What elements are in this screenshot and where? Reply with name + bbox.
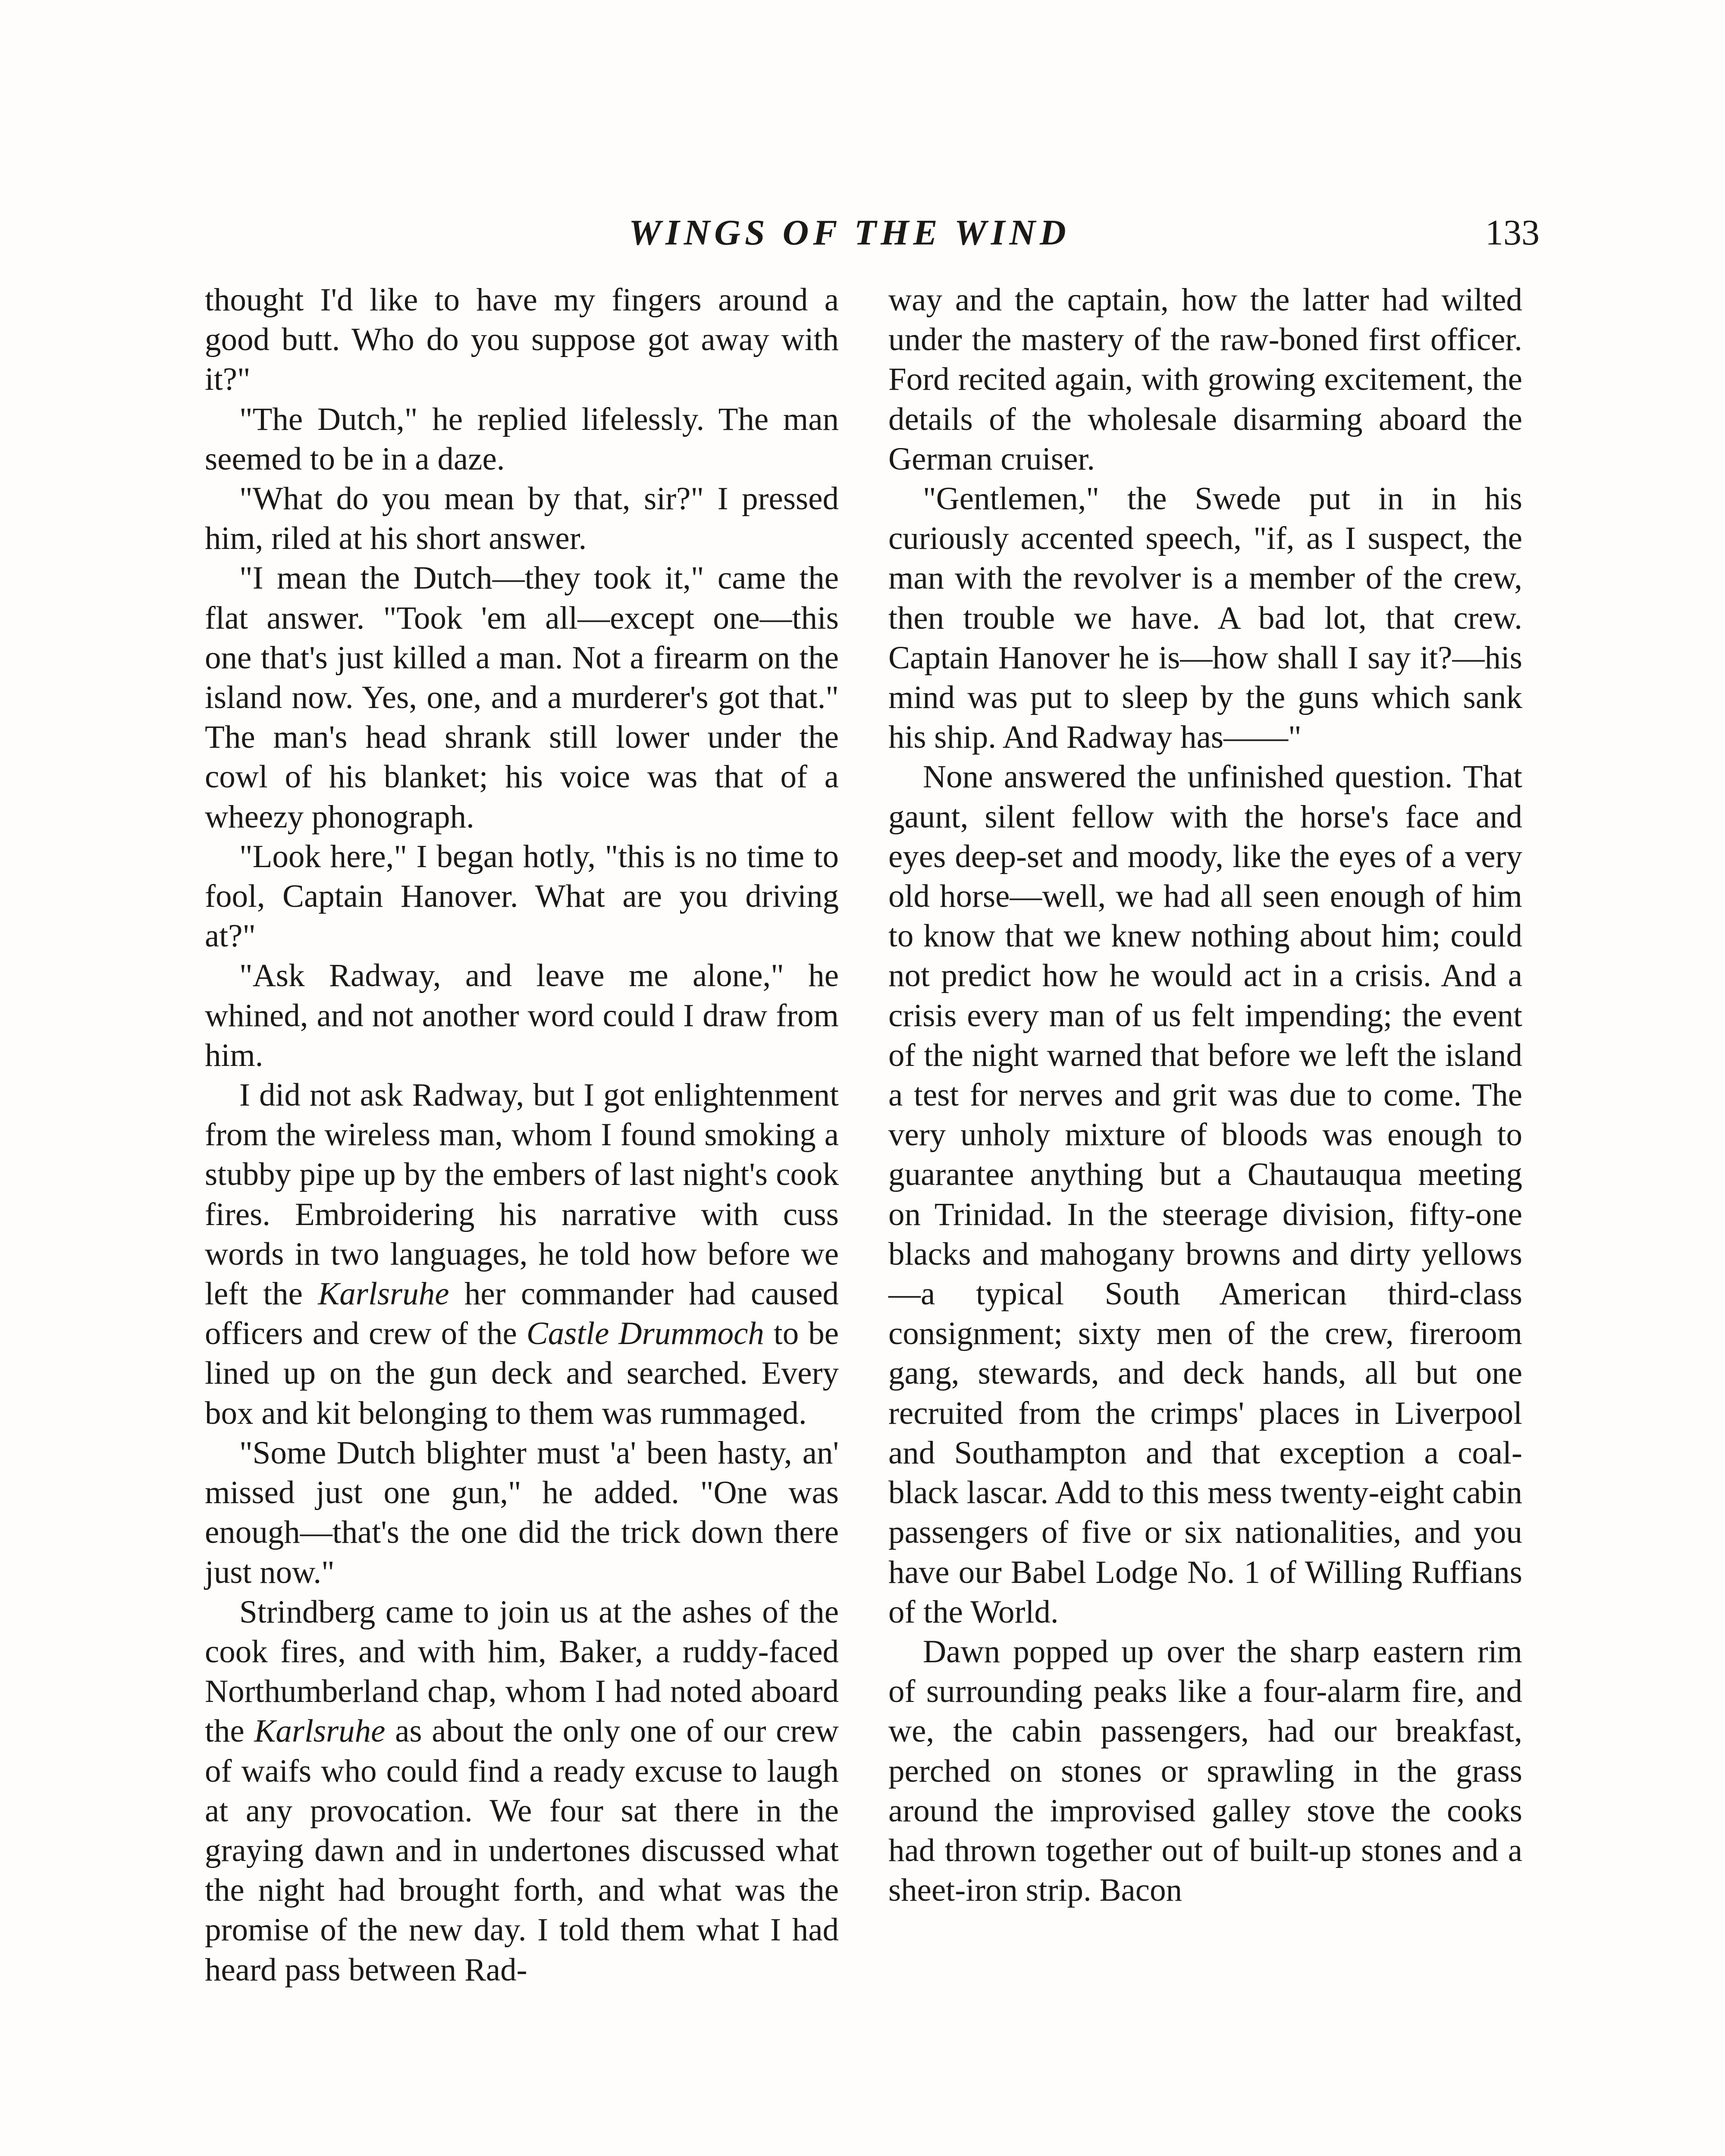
paragraph <box>888 280 1522 479</box>
paragraph <box>205 837 839 956</box>
paragraph-text: "Ask Radway, and leave me alone," he whined, and not another word could I draw from him. <box>205 958 839 1073</box>
paragraph-text: her commander had caused officers and crew of the <box>205 1276 839 1352</box>
paragraph <box>205 479 839 558</box>
paragraph <box>888 757 1522 1632</box>
paragraph-text: I did not ask Radway, but I got enlightenment from the wireless man, whom I found smoking a stubby pipe up by the embers of last night's cook fires. Embroidering his narrative with cuss words in two languages, he told how before we left the <box>205 1077 839 1312</box>
running-title: WINGS OF THE WIND <box>629 213 1070 253</box>
paragraph-text: "What do you mean by that, sir?" I pressed him, riled at his short answer. <box>205 481 839 557</box>
italic-text: Castle Drummoch <box>526 1316 764 1352</box>
running-head <box>0 207 1725 259</box>
paragraph-text: "Some Dutch blighter must 'a' been hasty, an' missed just one gun," he added. "One was enough—that's the one did the trick down there just now." <box>205 1435 839 1590</box>
paragraph-text: to be lined up on the gun deck and searched. Every box and kit belonging to them was rummaged. <box>205 1316 839 1431</box>
right-text-column <box>888 280 1522 1910</box>
paragraph-text: Dawn popped up over the sharp eastern rim of surrounding peaks like a four-alarm fire, and we, the cabin passengers, had our breakfast, perched on stones or sprawling in the grass around the improvised galley stove the cooks had thrown together out of built-up stones and a sheet-iron strip. Bacon <box>888 1633 1522 1908</box>
paragraph <box>205 280 839 400</box>
paragraph-text: "Gentlemen," the Swede put in in his curiously accented speech, "if, as I suspect, the man with the revolver is a member of the crew, then trouble we have. A bad lot, that crew. Captain Hanover he is—how shall I say it?—his mind was put to sleep by the guns which sank his ship. And Radway has——" <box>888 481 1522 755</box>
paragraph-text: "I mean the Dutch—they took it," came the flat answer. "Took 'em all—except one—this one that's just killed a man. Not a firearm on the island now. Yes, one, and a murderer's got that." The man's head shrank still lower under the cowl of his blanket; his voice was that of a wheezy phonograph. <box>205 560 839 835</box>
left-text-column <box>205 280 839 1990</box>
paragraph-text: None answered the unfinished question. That gaunt, silent fellow with the horse's face and eyes deep-set and moody, like the eyes of a very old horse—well, we had all seen enough of him to know that we knew nothing about him; could not predict how he would act in a crisis. And a crisis every man of us felt impending; the event of the night warned that before we left the island a test for nerves and grit was due to come. The very unholy mixture of bloods was enough to guarantee anything but a Chautauqua meeting on Trinidad. In the steerage division, fifty-one blacks and mahogany browns and dirty yellows—a typical South American third-class consignment; sixty men of the crew, fireroom gang, stewards, and deck hands, all but one recruited from the crimps' places in Liverpool and Southampton and that exception a coal-black lascar. Add to this mess twenty-eight cabin passengers of five or six nationalities, and you have our Babel Lodge No. 1 of Willing Ruffians of the World. <box>888 759 1522 1630</box>
paragraph-text: as about the only one of our crew of waifs who could find a ready excuse to laugh at any provocation. We four sat there in the graying dawn and in undertones discussed what the night had brought forth, and what was the promise of the new day. I told them what I had heard pass between Rad- <box>205 1713 839 1988</box>
page-number: 133 <box>1485 213 1540 253</box>
paragraph-text: "Look here," I began hotly, "this is no time to fool, Captain Hanover. What are you driving at?" <box>205 838 839 954</box>
paragraph-text: Strindberg came to join us at the ashes of the cook fires, and with him, Baker, a ruddy-faced Northumberland chap, whom I had noted aboard the <box>205 1594 839 1749</box>
paragraph-text: thought I'd like to have my fingers around a good butt. Who do you suppose got away with it?" <box>205 282 839 398</box>
paragraph <box>205 1592 839 1990</box>
italic-text: Karlsruhe <box>254 1713 386 1749</box>
paragraph <box>888 479 1522 757</box>
paragraph <box>205 558 839 837</box>
paragraph <box>205 1075 839 1433</box>
paragraph <box>205 400 839 479</box>
paragraph <box>888 1632 1522 1910</box>
paragraph-text: way and the captain, how the latter had wilted under the mastery of the raw-boned first officer. Ford recited again, with growing excitement, the details of the wholesale disarming aboard the German cruiser. <box>888 282 1522 477</box>
paragraph-text: "The Dutch," he replied lifelessly. The man seemed to be in a daze. <box>205 401 839 477</box>
italic-text: Karlsruhe <box>318 1276 449 1312</box>
paragraph <box>205 956 839 1075</box>
paragraph <box>205 1433 839 1592</box>
